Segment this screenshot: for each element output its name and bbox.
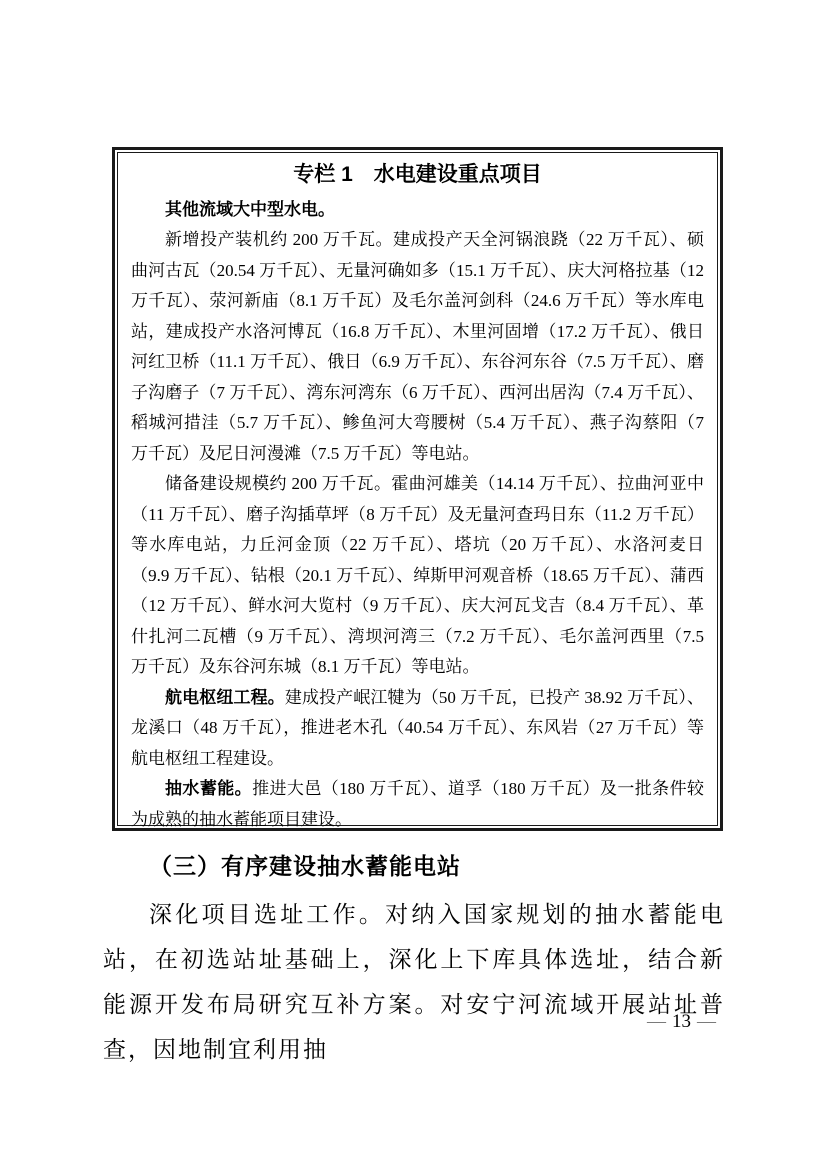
- box-paragraph-text: 储备建设规模约 200 万千瓦。霍曲河雄美（14.14 万千瓦）、拉曲河亚中（11 万千瓦）、磨子沟插草坪（8 万千瓦）及无量河查玛日东（11.2 万千瓦）等水库电站，力丘河金顶（22 万千瓦）、塔坑（20 万千瓦）、水洛河麦日（9.9 万千瓦）、钻根（20.1 万千瓦）、绰斯甲河观音桥（18.65 万千瓦）、蒲西（12 万千瓦）、鲜水河大览村（9 万千瓦）、庆大河瓦戈吉（8.4 万千瓦）、革什扎河二瓦槽（9 万千瓦）、湾坝河湾三（7.2 万千瓦）、毛尔盖河西里（7.5 万千瓦）及东谷河东城（8.1 万千瓦）等电站。: [131, 474, 704, 676]
- section-paragraph: 深化项目选址工作。对纳入国家规划的抽水蓄能电站，在初选站址基础上，深化上下库具体选址，结合新能源开发布局研究互补方案。对安宁河流域开展站址普查，因地制宜利用抽: [103, 902, 725, 1062]
- box-paragraph-lead: 航电枢纽工程。: [165, 687, 285, 707]
- box-paragraph-new-capacity: [131, 225, 704, 469]
- box-paragraph-text: 新增投产装机约 200 万千瓦。建成投产天全河锅浪跷（22 万千瓦）、硕曲河古瓦（20.54 万千瓦）、无量河确如多（15.1 万千瓦）、庆大河格拉基（12 万千瓦）、荥河新庙（8.1 万千瓦）及毛尔盖河剑科（24.6 万千瓦）等水库电站，建成投产水洛河博瓦（16.8 万千瓦）、木里河固增（17.2 万千瓦）、俄日河红卫桥（11.1 万千瓦）、俄日（6.9 万千瓦）、东谷河东谷（7.5 万千瓦）、磨子沟磨子（7 万千瓦）、湾东河湾东（6 万千瓦）、西河出居沟（7.4 万千瓦）、稻城河措洼（5.7 万千瓦）、鲹鱼河大弯腰树（5.4 万千瓦）、燕子沟蔡阳（7 万千瓦）及尼日河漫滩（7.5 万千瓦）等电站。: [131, 230, 704, 463]
- section-heading: （三）有序建设抽水蓄能电站: [149, 853, 461, 879]
- page-number: [641, 1008, 722, 1036]
- box-paragraph-navigation-hub: [131, 683, 704, 775]
- column-box: [112, 147, 723, 831]
- page-number-dash-left: —: [647, 1011, 666, 1032]
- box-paragraph-text: 推进大邑（180 万千瓦）、道孚（180 万千瓦）及一批条件较为成熟的抽水蓄能项目建设。: [131, 779, 705, 829]
- section-three: [103, 846, 725, 1072]
- box-paragraph-pumped-storage: [131, 774, 704, 835]
- column-box-inner: [117, 152, 718, 829]
- box-paragraph-text: 建成投产岷江犍为（50 万千瓦，已投产 38.92 万千瓦）、龙溪口（48 万千瓦），推进老木孔（40.54 万千瓦）、东风岩（27 万千瓦）等航电枢纽工程建设。: [131, 687, 705, 768]
- page-number-dash-right: —: [697, 1011, 716, 1032]
- column-box-title: 专栏 1 水电建设重点项目: [293, 163, 542, 186]
- box-paragraph-reserve: [131, 469, 704, 683]
- column-box-subtitle: 其他流域大中型水电。: [165, 200, 335, 219]
- box-paragraph-lead: 抽水蓄能。: [165, 779, 253, 798]
- page-number-value: 13: [672, 1011, 691, 1032]
